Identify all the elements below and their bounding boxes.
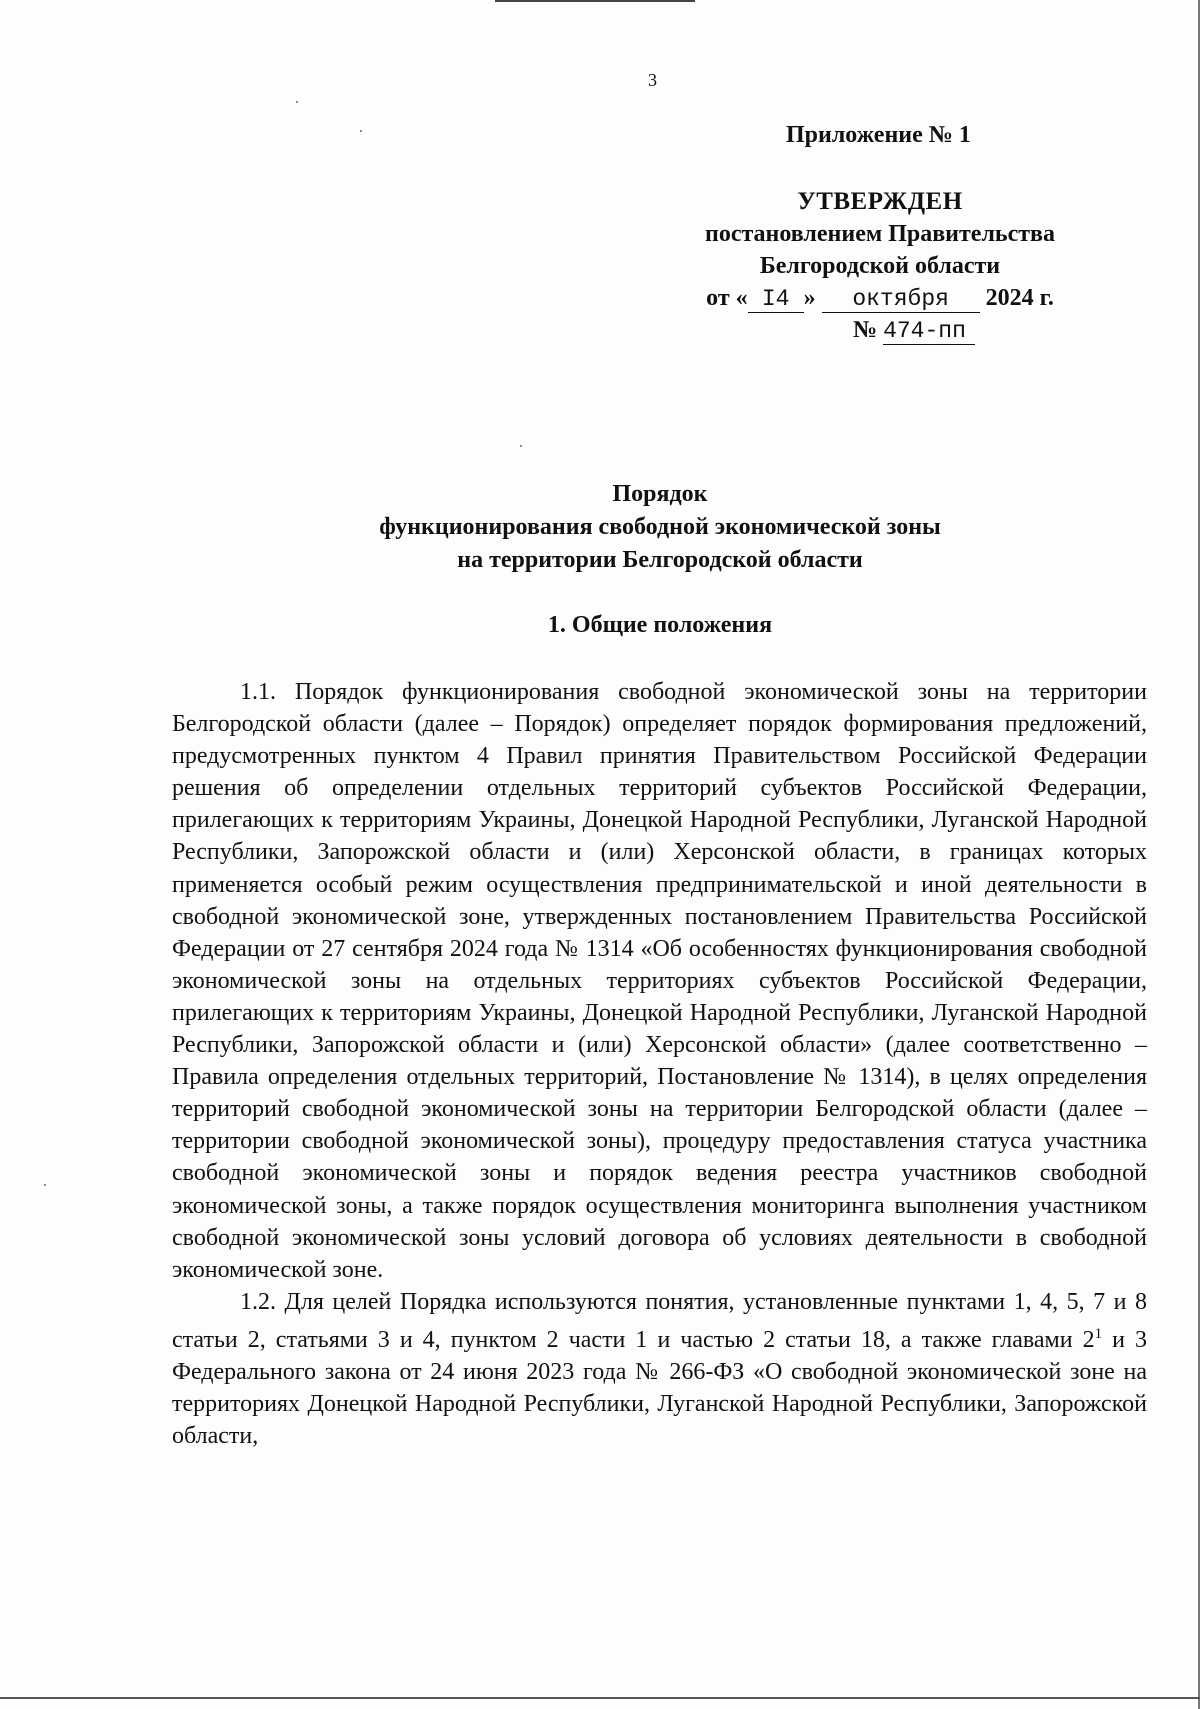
scan-edge-bottom [0,1697,1200,1699]
paragraph-1-2 [172,1286,1147,1452]
document-title [260,478,1060,577]
section-heading: 1. Общие положения [547,612,773,638]
scan-speck [44,1184,46,1186]
title-line-2: функционирования свободной экономической зоны [379,514,941,540]
approval-stamp-block [660,186,1100,346]
approval-line-2: Белгородской области [759,253,1001,279]
approval-number [660,314,1100,346]
date-day-handwritten: I4 [748,286,804,313]
scan-edge-top [495,0,695,2]
number-handwritten: 474-пп [883,318,975,345]
date-prefix: от « [706,285,748,311]
appendix-label: Приложение № 1 [786,122,971,148]
paragraph-1-2-end: и 3 Федерального закона от 24 июня 2023 года № 266-ФЗ «О свободной экономической зоне на территориях Донецкой Народной Республики, Луганской Народной Республики, Запорожской области, [172,1326,1148,1450]
title-line-1: Порядок [612,481,708,507]
scan-speck [296,101,298,103]
date-mid: » [803,285,816,311]
paragraph-1-1: 1.1. Порядок функционирования свободной экономической зоны на территории Белгородской области (далее – Порядок) определяет порядок формирования предложений, предусмотренных пунктом 4 Правил принятия Правительством Российской Федерации решения об определении отдельных территорий субъектов Российской Федерации, прилегающих к территориям Украины, Донецкой Народной Республики, Луганской Народной Республики, Запорожской области и (или) Херсонской области, в границах которых применяется особый режим осуществления предпринимательской и иной деятельности в свободной экономической зоне, утвержденных постановлением Правительства Российской Федерации от 27 сентября 2024 года № 1314 «Об особенностях функционирования свободной экономической зоны на отдельных территориях субъектов Российской Федерации, прилегающих к территориям Украины, Донецкой Народной Республики, Луганской Народной Республики, Запорожской области и (или) Херсонской области» (далее соответственно – Правила определения отдельных территорий, Постановление № 1314), в целях определения территорий свободной экономической зоны на территории Белгородской области (далее – территории свободной экономической зоны), процедуру предоставления статуса участника свободной экономической зоны и порядок ведения реестра участников свободной экономической зоны, а также порядок осуществления мониторинга выполнения участником свободной экономической зоны условий договора об условиях деятельности в свободной экономической зоне. [172,679,1147,1283]
approval-title: УТВЕРЖДЕН [797,188,963,215]
approval-line-1: постановлением Правительства [704,221,1055,247]
scan-speck [520,445,522,447]
title-line-3: на территории Белгородской области [457,547,863,573]
date-month-handwritten: октября [822,286,980,313]
page-number: 3 [648,70,657,90]
date-year: 2024 г. [985,285,1054,311]
document-body [172,676,1147,1452]
superscript: 1 [1094,1325,1103,1342]
paragraph-1-2-start: 1.2. Для целей Порядка используются понятия, установленные пунктами 1, 4, 5, 7 и 8 статьи 2, статьями 3 и 4, пунктом 2 части 1 и частью 2 статьи 18, а также главами 2 [172,1288,1147,1353]
approval-date [706,282,1054,314]
number-prefix: № [852,317,878,343]
scan-speck [360,130,362,132]
